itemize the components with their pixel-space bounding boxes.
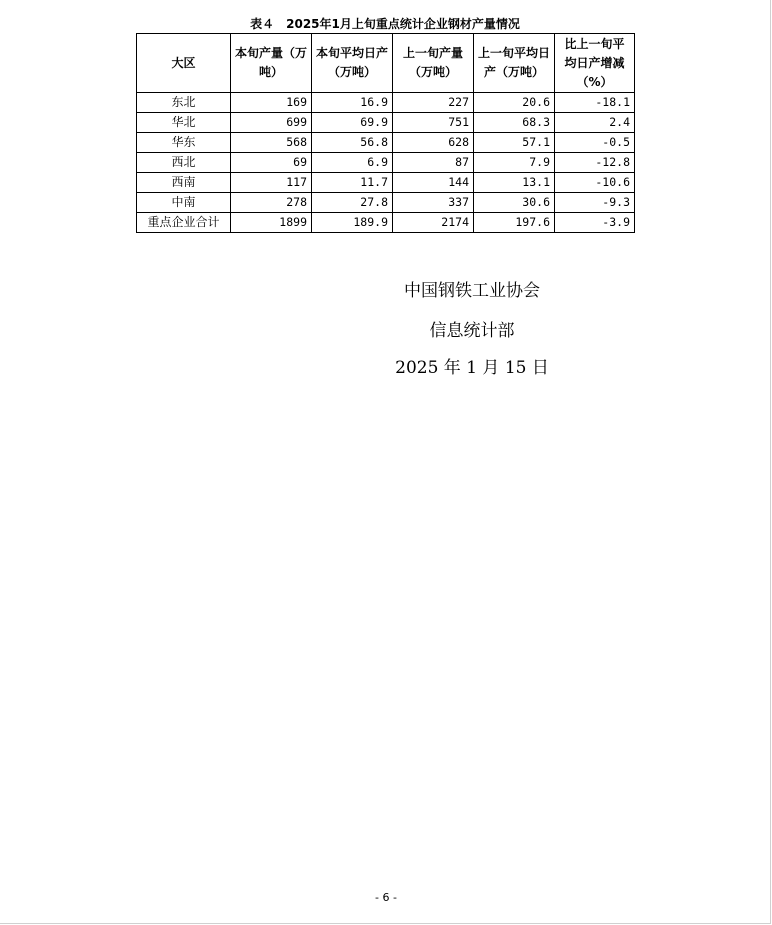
header-current-daily-avg: 本旬平均日产（万吨）: [312, 34, 393, 93]
cell-region: 华东: [137, 133, 231, 153]
cell-previous-daily-avg: 197.6: [474, 213, 555, 233]
cell-current-output: 117: [231, 173, 312, 193]
cell-previous-output: 87: [393, 153, 474, 173]
cell-current-daily-avg: 27.8: [312, 193, 393, 213]
table-row: [137, 173, 635, 193]
cell-previous-output: 144: [393, 173, 474, 193]
cell-daily-change-pct: -0.5: [555, 133, 635, 153]
table-row: [137, 93, 635, 113]
cell-current-output: 278: [231, 193, 312, 213]
table-title: 表４ 2025年1月上旬重点统计企业钢材产量情况: [250, 17, 520, 31]
header-previous-daily-avg: 上一旬平均日产（万吨）: [474, 34, 555, 93]
signature-department: 信息统计部: [429, 321, 515, 341]
cell-current-output: 699: [231, 113, 312, 133]
cell-region: 西北: [137, 153, 231, 173]
cell-region: 重点企业合计: [137, 213, 231, 233]
cell-region: 东北: [137, 93, 231, 113]
cell-current-daily-avg: 189.9: [312, 213, 393, 233]
signature-date: 2025 年 1 月 15 日: [395, 358, 549, 378]
cell-current-daily-avg: 56.8: [312, 133, 393, 153]
cell-current-daily-avg: 6.9: [312, 153, 393, 173]
table-header-row: [137, 34, 635, 93]
cell-region: 中南: [137, 193, 231, 213]
cell-daily-change-pct: -9.3: [555, 193, 635, 213]
header-current-output: 本旬产量（万吨）: [231, 34, 312, 93]
cell-previous-output: 337: [393, 193, 474, 213]
signature-organization: 中国钢铁工业协会: [404, 281, 540, 301]
cell-previous-daily-avg: 57.1: [474, 133, 555, 153]
cell-previous-output: 751: [393, 113, 474, 133]
cell-daily-change-pct: 2.4: [555, 113, 635, 133]
cell-previous-daily-avg: 68.3: [474, 113, 555, 133]
steel-output-table: [136, 33, 635, 233]
cell-previous-output: 2174: [393, 213, 474, 233]
cell-current-output: 69: [231, 153, 312, 173]
cell-daily-change-pct: -3.9: [555, 213, 635, 233]
cell-daily-change-pct: -18.1: [555, 93, 635, 113]
cell-current-output: 1899: [231, 213, 312, 233]
cell-region: 西南: [137, 173, 231, 193]
cell-previous-daily-avg: 7.9: [474, 153, 555, 173]
table-total-row: [137, 213, 635, 233]
page-number: - 6 -: [375, 891, 397, 904]
header-previous-output: 上一旬产量（万吨）: [393, 34, 474, 93]
cell-current-output: 169: [231, 93, 312, 113]
table-row: [137, 153, 635, 173]
table-row: [137, 133, 635, 153]
cell-current-daily-avg: 11.7: [312, 173, 393, 193]
table-row: [137, 193, 635, 213]
cell-previous-daily-avg: 30.6: [474, 193, 555, 213]
header-region: 大区: [137, 34, 231, 93]
cell-previous-output: 628: [393, 133, 474, 153]
header-daily-change-pct: 比上一旬平均日产增减（%）: [555, 34, 635, 93]
cell-current-output: 568: [231, 133, 312, 153]
cell-daily-change-pct: -10.6: [555, 173, 635, 193]
table-row: [137, 113, 635, 133]
cell-region: 华北: [137, 113, 231, 133]
cell-previous-daily-avg: 20.6: [474, 93, 555, 113]
cell-previous-output: 227: [393, 93, 474, 113]
cell-daily-change-pct: -12.8: [555, 153, 635, 173]
cell-previous-daily-avg: 13.1: [474, 173, 555, 193]
cell-current-daily-avg: 69.9: [312, 113, 393, 133]
cell-current-daily-avg: 16.9: [312, 93, 393, 113]
